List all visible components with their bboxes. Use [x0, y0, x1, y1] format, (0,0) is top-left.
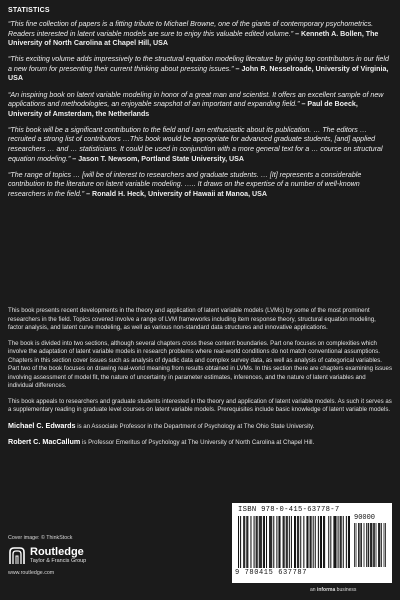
barcode-bar	[246, 516, 247, 568]
endorsement-quote	[8, 55, 392, 84]
quote-attribution: – Paul de Boeck, University of Amsterdam, the Netherlands	[8, 100, 358, 118]
price-barcode-bars	[354, 523, 386, 567]
barcode-bar	[349, 516, 350, 568]
description-paragraph: The book is divided into two sections, although several chapters cross these content boundaries. Part one focuses on complexities which involve the adaptation of latent variable models in research problems where real-world conditions do not match conventional assumptions. Chapters in this section cover issues such as analysis of dyadic data and complex survey data, as well as analysis of categorical variables. Part two of the book focuses on drawing real-world meaning from results obtained in LVMs. In this section there are chapters examining issues involving assessment of model fit, the nature of uncertainty in parameter estimates, inferences, and the nature of latent variables and individual differences.	[8, 339, 392, 389]
barcode-bar	[370, 523, 371, 567]
barcode-bar	[284, 516, 285, 568]
informa-prefix: an	[310, 587, 317, 593]
editor-bio-text: is Professor Emeritus of Psychology at The University of North Carolina at Chapel Hill.	[80, 439, 315, 446]
barcode-bar	[364, 523, 365, 567]
barcode-bar	[385, 523, 386, 567]
barcode-bar	[323, 516, 324, 568]
endorsements	[8, 20, 392, 206]
barcode-bar	[303, 516, 304, 568]
barcode-bar	[378, 523, 379, 567]
barcode-bar	[273, 516, 274, 568]
barcode-bar	[373, 523, 374, 567]
quote-text: “The range of topics … [will be of interest to researchers and graduate students. … [It] represents a considerable contribution to the literature on latent variable modeling. ….. It draws on the expertise of a number of well-known researchers in the field.”	[8, 170, 362, 198]
informa-name: informa	[316, 587, 336, 593]
publisher-website: www.routledge.com	[8, 570, 55, 576]
barcode-bar	[261, 516, 262, 568]
barcode-digits: 9 780415 637787	[235, 569, 308, 577]
barcode-bar	[338, 516, 339, 568]
barcode-bar	[379, 523, 380, 567]
barcode-bar	[315, 516, 316, 568]
barcode-bar	[366, 523, 367, 567]
endorsement-quote	[8, 171, 392, 200]
quote-text: “This fine collection of papers is a fitting tribute to Michael Browne, one of the giants of contemporary psychometrics. Readers interested in latent variable models are sure to enjoy this valuable edited volume.”	[8, 20, 374, 38]
quote-text: “An inspiring book on latent variable modeling in honor of a great man and scientist. It offers an excellent sample of new applications and methodologies, an enjoyable snapshot of an important and expanding field.”	[8, 90, 384, 109]
barcode-bar	[359, 523, 360, 567]
barcode-bar	[374, 523, 375, 567]
barcode-bar	[283, 516, 284, 568]
quote-attribution: – Kenneth A. Bollen, The University of North Carolina at Chapel Hill, USA	[8, 29, 379, 48]
cover-image-credit: Cover image: © ThinkStock	[8, 535, 73, 541]
barcode-bar	[324, 516, 325, 568]
isbn-label: ISBN 978-0-415-63778-7	[238, 506, 340, 514]
publisher-group: Taylor & Francis Group	[30, 558, 87, 564]
barcode-bar	[271, 516, 272, 568]
editor-name: Robert C. MacCallum	[8, 437, 81, 446]
editor-bio	[8, 422, 392, 432]
barcode-bar	[368, 523, 369, 567]
barcode-bar	[276, 516, 277, 568]
editor-bio	[8, 438, 392, 448]
informa-business-line	[310, 587, 356, 593]
endorsement-quote	[8, 126, 392, 164]
price-code: 90000	[354, 514, 376, 522]
barcode-bar	[286, 516, 287, 568]
endorsement-quote	[8, 20, 392, 49]
barcode-bar	[263, 516, 264, 568]
barcode-bar	[257, 516, 258, 568]
description-paragraph: This book appeals to researchers and graduate students interested in the theory and application of latent variable models. As such it serves as a supplementary reading in graduate level courses on latent variable models. Prerequisites include basic knowledge of latent variable models.	[8, 397, 392, 413]
barcode-bar	[295, 516, 296, 568]
barcode-bar	[260, 516, 261, 568]
barcode-bar	[269, 516, 270, 568]
barcode-bar	[298, 516, 299, 568]
editor-bio-text: is an Associate Professor in the Department of Psychology at The Ohio State University.	[75, 422, 315, 430]
barcode-bar	[256, 516, 257, 568]
barcode-bar	[264, 516, 265, 568]
barcode-bar	[278, 516, 279, 568]
barcode-bar	[294, 516, 295, 568]
barcode-bar	[238, 516, 239, 568]
description	[8, 307, 392, 455]
quote-attribution: – Jason T. Newsom, Portland State University, USA	[72, 154, 245, 163]
barcode-bar	[320, 516, 321, 568]
barcode-bars	[238, 516, 350, 568]
barcode-bar	[254, 516, 255, 568]
barcode-bar	[321, 516, 322, 568]
barcode-bar	[300, 516, 301, 568]
barcode-bar	[360, 523, 361, 567]
barcode-bar	[334, 516, 335, 568]
publisher-logo	[8, 546, 208, 566]
isbn-barcode	[232, 503, 392, 583]
quote-attribution: – Ronald H. Heck, University of Hawaii at Manoa, USA	[86, 189, 268, 198]
barcode-bar	[310, 516, 311, 568]
barcode-bar	[266, 516, 267, 568]
publisher-block	[8, 535, 208, 576]
endorsement-quote	[8, 91, 392, 120]
barcode-bar	[259, 516, 260, 568]
barcode-bar	[289, 516, 290, 568]
barcode-bar	[279, 516, 280, 568]
barcode-bar	[380, 523, 381, 567]
barcode-bar	[250, 516, 251, 568]
barcode-bar	[318, 516, 319, 568]
barcode-bar	[358, 523, 359, 567]
informa-suffix: business	[335, 587, 357, 593]
barcode-bar	[297, 516, 298, 568]
quote-text: “This exciting volume adds impressively to the structural equation modeling literature by giving top contributors in our field a new forum for presenting their current thinking about pressing issues.”	[8, 55, 389, 73]
barcode-bar	[381, 523, 382, 567]
barcode-bar	[328, 516, 329, 568]
barcode-bar	[371, 523, 372, 567]
barcode-bar	[247, 516, 248, 568]
barcode-bar	[361, 523, 362, 567]
editor-name: Michael C. Edwards	[8, 420, 76, 430]
quote-text: “This book will be a significant contribution to the field and I am enthusiastic about its publication. … The editors … recruited a strong list of contributors …This book would be appropriate for advanced graduate students, [and] applied researchers … and … statisticians. It could be used in conjunction with a more general text for a … course on structural equation modeling.”	[8, 125, 383, 163]
barcode-bar	[243, 516, 244, 568]
barcode-bar	[311, 516, 312, 568]
barcode-bar	[333, 516, 334, 568]
barcode-bar	[354, 523, 355, 567]
barcode-bar	[384, 523, 385, 567]
barcode-bar	[240, 516, 241, 568]
barcode-bar	[341, 516, 342, 568]
barcode-bar	[313, 516, 314, 568]
barcode-bar	[287, 516, 288, 568]
barcode-bar	[291, 516, 292, 568]
barcode-bar	[343, 516, 344, 568]
barcode-bar	[376, 523, 377, 567]
quote-attribution: – John R. Nesselroade, University of Virginia, USA	[8, 64, 389, 83]
barcode-bar	[368, 523, 369, 567]
barcode-bar	[346, 516, 347, 568]
publisher-name: Routledge	[30, 546, 84, 558]
barcode-bar	[372, 523, 373, 567]
description-paragraph: This book presents recent developments in the theory and application of latent variable models (LVMs) by some of the most prominent researchers in the field. Topics covered involve a range of LVM frameworks including item response theory, structural equation modeling, factor analysis, and latent curve modeling, as well as various non-standard data structures and innovative applications.	[8, 307, 376, 331]
barcode-bar	[270, 516, 271, 568]
barcode-bar	[348, 516, 349, 568]
routledge-logo-icon	[8, 546, 26, 566]
barcode-bar	[307, 516, 308, 568]
barcode-bar	[330, 516, 331, 568]
barcode-bar	[244, 516, 245, 568]
section-heading: STATISTICS	[8, 7, 50, 14]
barcode-bar	[340, 516, 341, 568]
barcode-bar	[335, 516, 336, 568]
barcode-bar	[356, 523, 357, 567]
barcode-bar	[306, 516, 307, 568]
